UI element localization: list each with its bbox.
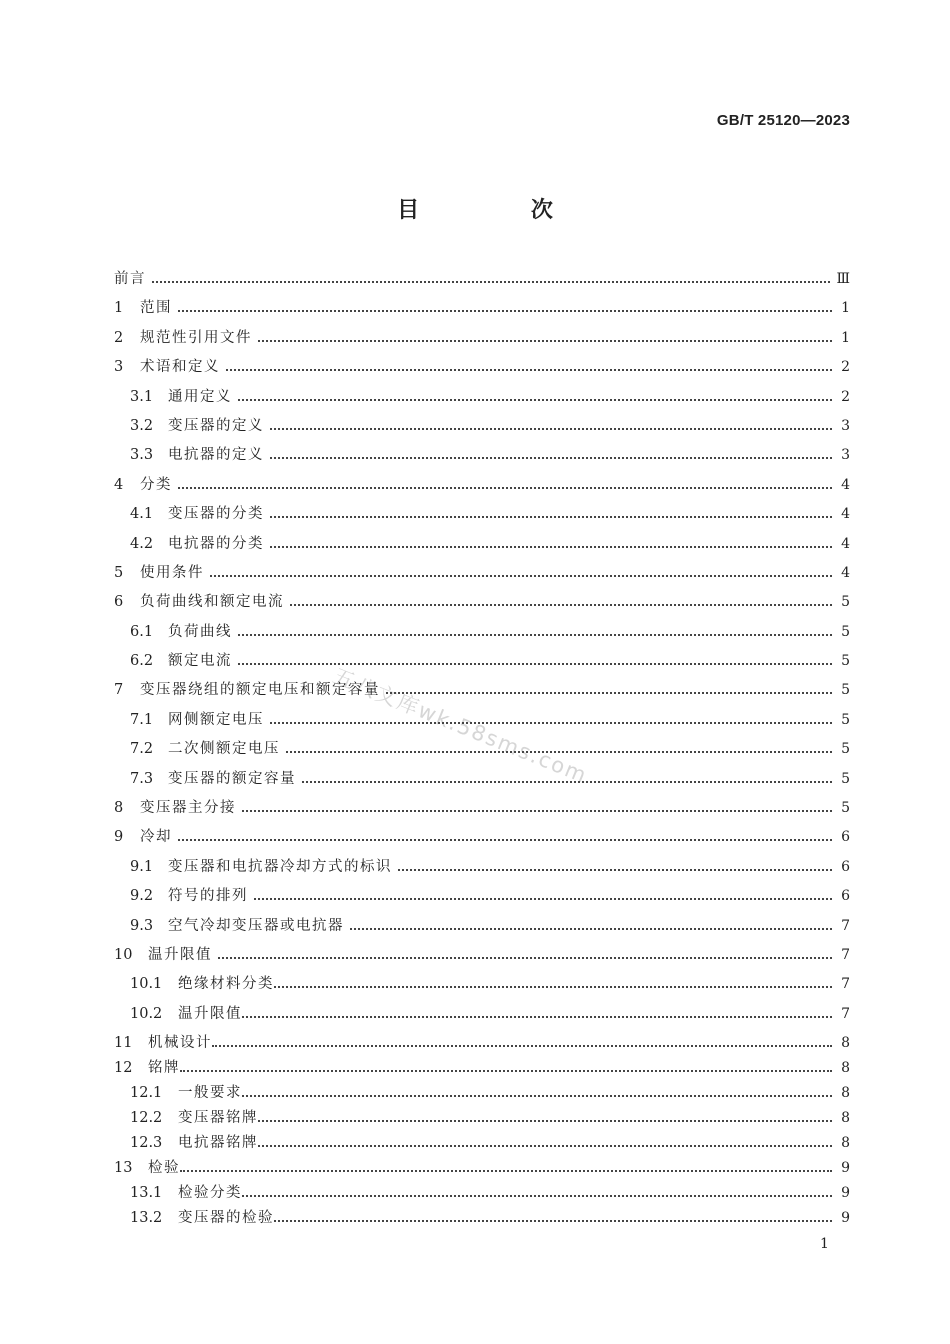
toc-entry-number: 9.2 <box>130 888 154 905</box>
toc-entry-page: 5 <box>841 741 850 758</box>
toc-entry-page: 1 <box>841 300 850 317</box>
toc-entry[interactable] <box>114 828 850 846</box>
toc-entry[interactable] <box>114 946 850 964</box>
toc-entry-page: 4 <box>841 535 850 552</box>
toc-entry-label: 空气冷却变压器或电抗器 <box>168 917 344 934</box>
dot-leader <box>258 1120 832 1122</box>
toc-entry[interactable] <box>114 535 850 553</box>
toc-entry-label: 规范性引用文件 <box>140 329 252 346</box>
toc-entry-page: 5 <box>841 770 850 787</box>
toc-entry[interactable] <box>114 358 850 376</box>
dot-leader <box>212 1045 832 1047</box>
toc-entry-number: 6.2 <box>130 653 154 670</box>
toc-entry-page: 6 <box>841 829 850 846</box>
toc-entry-number: 13.1 <box>130 1185 163 1202</box>
toc-entry-label: 电抗器铭牌 <box>178 1135 258 1152</box>
dot-leader <box>386 692 832 694</box>
dot-leader <box>152 281 830 283</box>
toc-entry[interactable] <box>114 270 850 288</box>
toc-entry-number: 12.1 <box>130 1085 163 1102</box>
dot-leader <box>238 399 832 401</box>
page-number: 1 <box>820 1236 829 1252</box>
toc-entry[interactable] <box>114 1034 850 1052</box>
toc-entry-label: 术语和定义 <box>140 359 220 376</box>
dot-leader <box>270 722 832 724</box>
toc-entry-number: 7.1 <box>130 711 154 728</box>
dot-leader <box>274 986 832 988</box>
toc-entry-label: 范围 <box>140 300 172 317</box>
toc-entry-page: 3 <box>841 447 850 464</box>
toc-entry-page: 5 <box>841 711 850 728</box>
toc-entry[interactable] <box>114 564 850 582</box>
table-of-contents <box>114 270 850 1234</box>
toc-entry-page: 2 <box>841 359 850 376</box>
toc-entry[interactable] <box>114 917 850 935</box>
toc-entry[interactable] <box>114 711 850 729</box>
toc-entry-page: 7 <box>841 917 850 934</box>
toc-entry-number: 4 <box>114 476 124 493</box>
toc-entry-label: 二次侧额定电压 <box>168 741 280 758</box>
toc-entry-label: 变压器的定义 <box>168 417 264 434</box>
dot-leader <box>242 1195 832 1197</box>
dot-leader <box>238 634 832 636</box>
toc-entry[interactable] <box>114 858 850 876</box>
toc-entry-label: 温升限值 <box>178 1005 242 1022</box>
toc-entry-page: 3 <box>841 417 850 434</box>
toc-entry[interactable] <box>114 1209 850 1227</box>
toc-entry[interactable] <box>114 681 850 699</box>
toc-entry-number: 8 <box>114 800 124 817</box>
toc-entry-number: 12.3 <box>130 1135 163 1152</box>
toc-entry-label: 前言 <box>114 271 146 287</box>
toc-entry[interactable] <box>114 446 850 464</box>
dot-leader <box>270 546 832 548</box>
toc-entry[interactable] <box>114 1184 850 1202</box>
toc-entry-label: 一般要求 <box>178 1085 242 1102</box>
toc-entry-page: 4 <box>841 506 850 523</box>
toc-entry-number: 10.2 <box>130 1005 163 1022</box>
toc-entry[interactable] <box>114 887 850 905</box>
dot-leader <box>258 1145 832 1147</box>
dot-leader <box>180 1170 832 1172</box>
toc-entry-number: 13.2 <box>130 1210 163 1227</box>
toc-entry[interactable] <box>114 740 850 758</box>
dot-leader <box>350 928 832 930</box>
dot-leader <box>178 839 832 841</box>
toc-entry-number: 7.3 <box>130 770 154 787</box>
toc-entry-page: 4 <box>841 476 850 493</box>
dot-leader <box>242 1016 832 1018</box>
page-title: 目 次 <box>397 198 605 223</box>
toc-entry-number: 7.2 <box>130 741 154 758</box>
toc-entry-number: 6.1 <box>130 623 154 640</box>
toc-entry-number: 11 <box>114 1035 133 1052</box>
toc-entry-page: 2 <box>841 388 850 405</box>
toc-entry-page: 8 <box>841 1060 850 1077</box>
toc-entry-page: 8 <box>841 1085 850 1102</box>
toc-entry-page: 1 <box>841 329 850 346</box>
dot-leader <box>270 428 832 430</box>
toc-entry[interactable] <box>114 505 850 523</box>
toc-entry[interactable] <box>114 975 850 993</box>
toc-entry-label: 绝缘材料分类 <box>178 976 274 993</box>
toc-entry-page: 8 <box>841 1035 850 1052</box>
toc-entry-label: 额定电流 <box>168 653 232 670</box>
toc-entry-label: 变压器的检验 <box>178 1210 274 1227</box>
toc-entry-page: 8 <box>841 1110 850 1127</box>
toc-entry-label: 检验 <box>148 1160 180 1177</box>
dot-leader <box>242 1095 832 1097</box>
toc-entry[interactable] <box>114 770 850 788</box>
toc-entry-page: 5 <box>841 653 850 670</box>
toc-entry-number: 5 <box>114 564 124 581</box>
toc-entry[interactable] <box>114 388 850 406</box>
toc-entry-number: 10 <box>114 946 133 963</box>
dot-leader <box>258 340 832 342</box>
dot-leader <box>398 869 832 871</box>
dot-leader <box>178 487 832 489</box>
toc-entry-number: 3.3 <box>130 447 154 464</box>
toc-entry-page: 5 <box>841 623 850 640</box>
dot-leader <box>178 310 832 312</box>
toc-entry-number: 4.1 <box>130 506 154 523</box>
toc-entry-number: 9 <box>114 829 124 846</box>
toc-entry-page: 9 <box>841 1210 850 1227</box>
toc-entry-number: 9.1 <box>130 858 154 875</box>
toc-entry[interactable] <box>114 1084 850 1102</box>
toc-entry-label: 变压器绕组的额定电压和额定容量 <box>140 682 380 699</box>
toc-entry-label: 负荷曲线 <box>168 623 232 640</box>
toc-entry[interactable] <box>114 652 850 670</box>
toc-entry-label: 电抗器的分类 <box>168 535 264 552</box>
toc-entry[interactable] <box>114 1005 850 1023</box>
toc-entry-number: 2 <box>114 329 124 346</box>
dot-leader <box>302 781 832 783</box>
toc-entry-label: 分类 <box>140 476 172 493</box>
toc-entry-number: 10.1 <box>130 976 163 993</box>
toc-entry-page: 5 <box>841 594 850 611</box>
toc-entry-page: 9 <box>841 1185 850 1202</box>
toc-entry-number: 7 <box>114 682 124 699</box>
toc-entry-label: 温升限值 <box>148 946 212 963</box>
dot-leader <box>290 604 832 606</box>
dot-leader <box>180 1070 832 1072</box>
toc-entry-number: 3.2 <box>130 417 154 434</box>
toc-entry-number: 3.1 <box>130 388 154 405</box>
dot-leader <box>210 575 832 577</box>
toc-entry-label: 变压器和电抗器冷却方式的标识 <box>168 858 392 875</box>
toc-entry-page: 5 <box>841 682 850 699</box>
toc-entry-label: 网侧额定电压 <box>168 711 264 728</box>
dot-leader <box>270 457 832 459</box>
toc-entry-page: 6 <box>841 858 850 875</box>
dot-leader <box>270 516 832 518</box>
toc-entry-page: 7 <box>841 976 850 993</box>
toc-entry-page: 8 <box>841 1135 850 1152</box>
toc-entry[interactable] <box>114 417 850 435</box>
toc-entry-label: 负荷曲线和额定电流 <box>140 594 284 611</box>
toc-entry-number: 12 <box>114 1060 133 1077</box>
toc-entry-page: 9 <box>841 1160 850 1177</box>
toc-entry[interactable] <box>114 329 850 347</box>
dot-leader <box>242 810 832 812</box>
dot-leader <box>254 898 832 900</box>
toc-entry[interactable] <box>114 299 850 317</box>
toc-entry-label: 使用条件 <box>140 564 204 581</box>
toc-entry-page: 7 <box>841 1005 850 1022</box>
toc-entry[interactable] <box>114 1059 850 1077</box>
toc-entry-page: 6 <box>841 888 850 905</box>
watermark: 五八文库wk.58sms.com <box>329 663 592 789</box>
toc-entry-page: Ⅲ <box>836 271 850 287</box>
toc-entry-label: 通用定义 <box>168 388 232 405</box>
toc-entry-label: 铭牌 <box>148 1060 180 1077</box>
toc-entry-number: 4.2 <box>130 535 154 552</box>
dot-leader <box>286 751 832 753</box>
toc-entry-label: 变压器的分类 <box>168 506 264 523</box>
standard-code: GB/T 25120—2023 <box>716 112 850 129</box>
toc-entry[interactable] <box>114 593 850 611</box>
dot-leader <box>218 957 832 959</box>
toc-entry-label: 变压器的额定容量 <box>168 770 296 787</box>
toc-entry-number: 12.2 <box>130 1110 163 1127</box>
toc-entry[interactable] <box>114 1159 850 1177</box>
toc-entry-label: 冷却 <box>140 829 172 846</box>
toc-entry[interactable] <box>114 476 850 494</box>
toc-entry-number: 6 <box>114 594 124 611</box>
toc-entry-label: 变压器主分接 <box>140 800 236 817</box>
toc-entry[interactable] <box>114 799 850 817</box>
toc-entry[interactable] <box>114 623 850 641</box>
toc-entry-page: 4 <box>841 564 850 581</box>
toc-entry-label: 检验分类 <box>178 1185 242 1202</box>
dot-leader <box>274 1220 832 1222</box>
toc-entry-label: 变压器铭牌 <box>178 1110 258 1127</box>
toc-entry-number: 9.3 <box>130 917 154 934</box>
toc-entry-number: 13 <box>114 1160 133 1177</box>
toc-entry-label: 电抗器的定义 <box>168 447 264 464</box>
toc-entry-label: 机械设计 <box>148 1035 212 1052</box>
toc-entry[interactable] <box>114 1109 850 1127</box>
toc-entry-label: 符号的排列 <box>168 888 248 905</box>
dot-leader <box>226 369 832 371</box>
toc-entry-page: 5 <box>841 800 850 817</box>
toc-entry-number: 3 <box>114 359 124 376</box>
toc-entry[interactable] <box>114 1134 850 1152</box>
toc-entry-page: 7 <box>841 946 850 963</box>
dot-leader <box>238 663 832 665</box>
toc-entry-number: 1 <box>114 300 124 317</box>
